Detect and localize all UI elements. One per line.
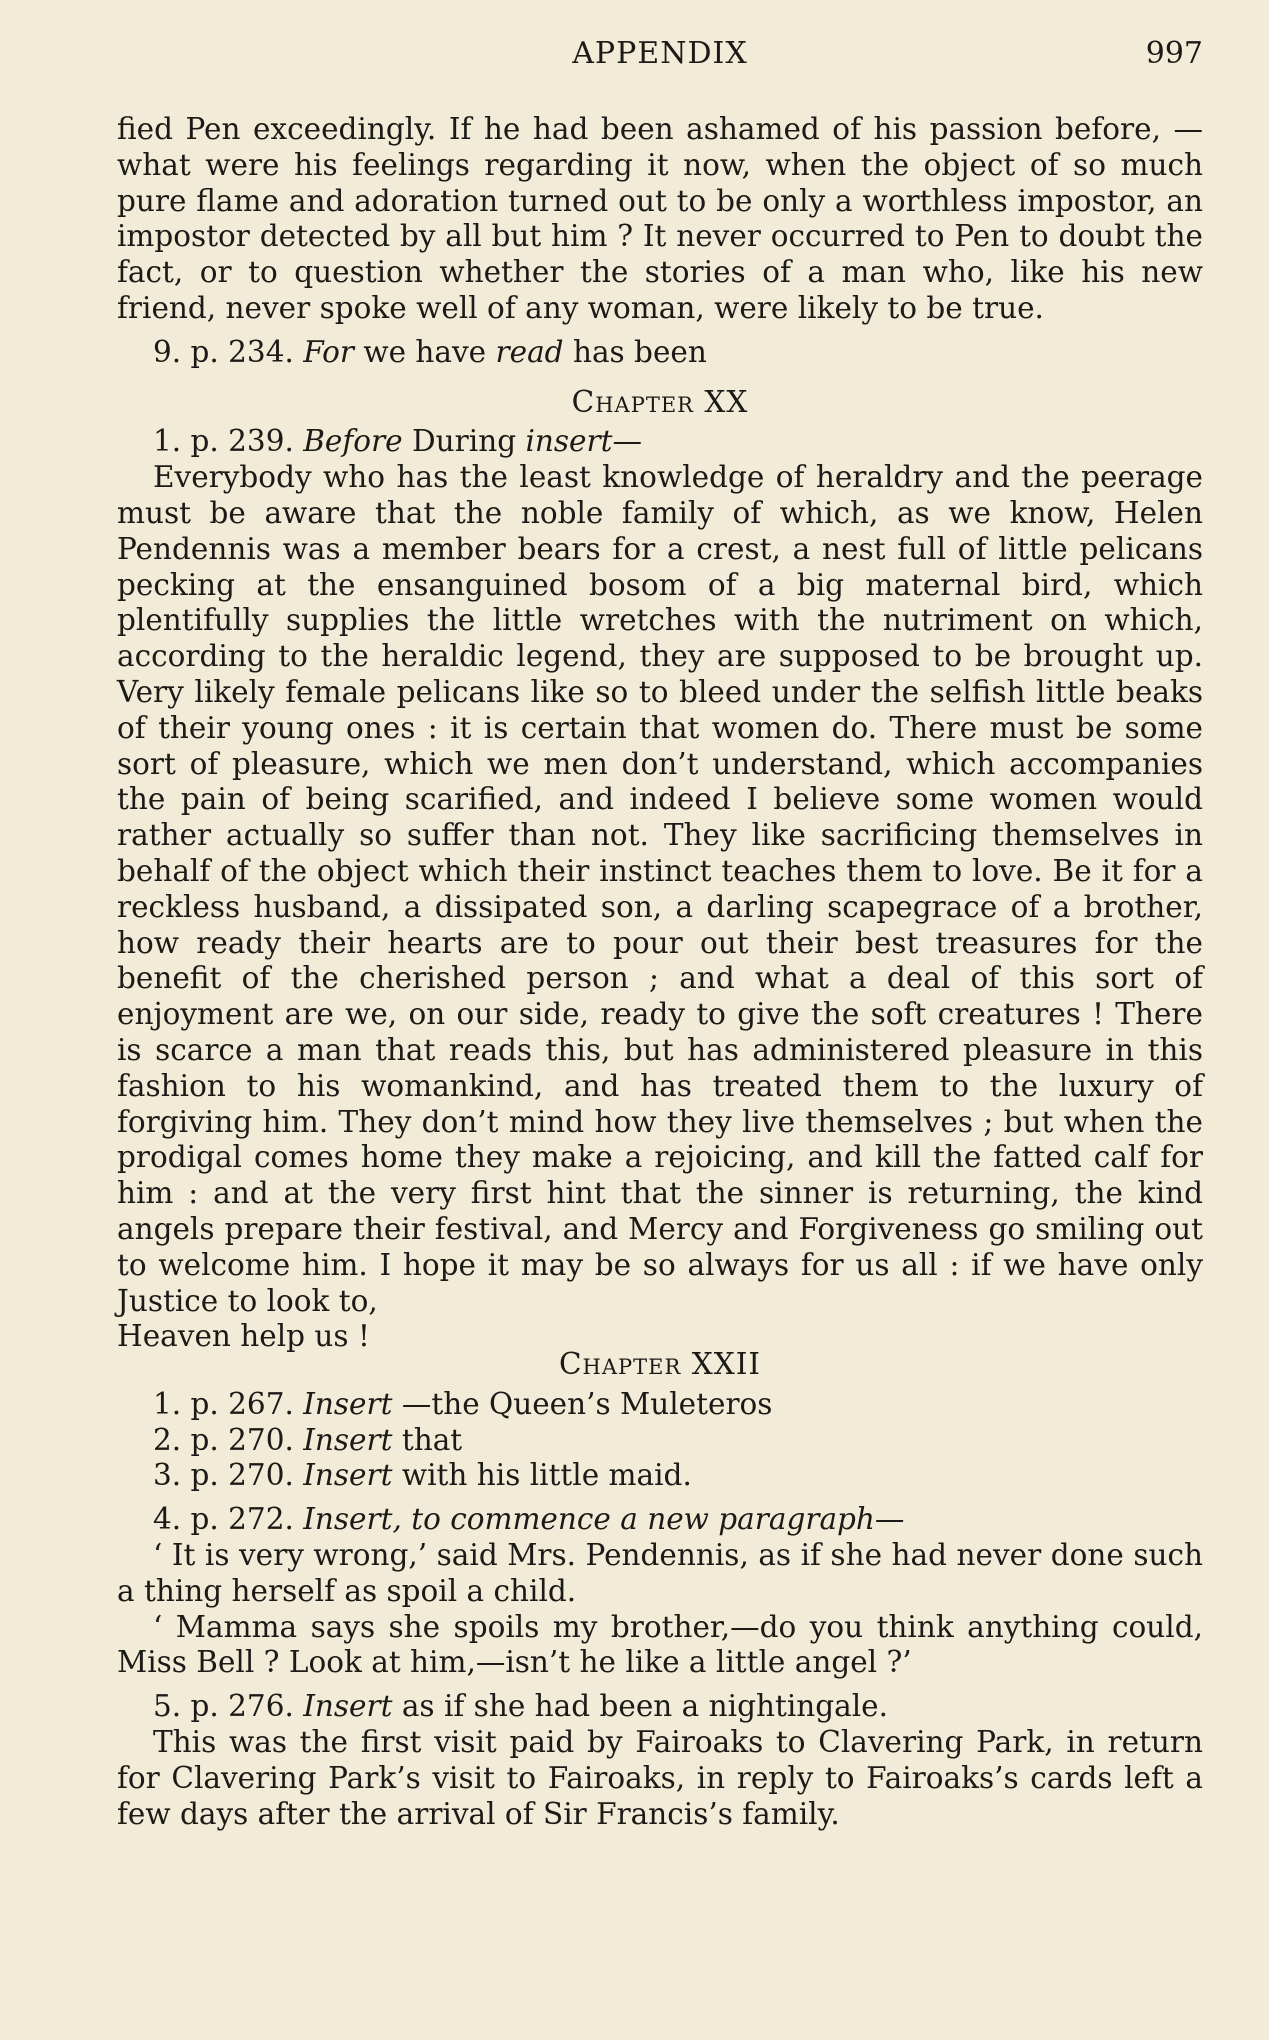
note-italic: For — [303, 334, 354, 369]
chapter-xx-heading: Chapter XX — [571, 384, 749, 419]
note-number: 4. p. 272. — [153, 1502, 294, 1537]
note-italic: Insert, to commence a new paragraph— — [303, 1502, 905, 1537]
note-text: has been — [563, 334, 707, 369]
note-9 — [117, 335, 1203, 371]
note-italic: Insert — [303, 1458, 393, 1493]
ch20-note-1 — [117, 424, 1203, 460]
note-text: as if she had been a nightingale. — [392, 1689, 888, 1724]
note-number: 5. p. 276. — [153, 1689, 294, 1724]
note-text: we have — [353, 334, 496, 369]
ch22-note-5 — [117, 1689, 1203, 1725]
note-text: —the Queen’s Muleteros — [392, 1386, 773, 1421]
ch22-note-3 — [117, 1458, 1203, 1494]
ch20-last-line: Heaven help us ! — [117, 1319, 370, 1354]
intro-paragraph: fied Pen exceedingly. If he had been ashamed of his passion before, —what were his feelings regarding it now, when the object of so much pure flame and adoration turned out to be only a worthless impostor, an impostor detected by all but him ? It never occurred to Pen to doubt the fact, or to question whether the stories of a man who, like his new friend, never spoke well of any woman, were likely to be true. — [117, 112, 1203, 325]
final-paragraph: This was the first visit paid by Fairoaks to Clavering Park, in return for Clavering Park’s visit to Fairoaks, in reply to Fairoaks’s cards left a few days after the arrival of Sir Francis’s family. — [117, 1725, 1203, 1831]
note-italic: Insert — [303, 1386, 393, 1421]
ch22-note-1 — [117, 1387, 1203, 1423]
note-number: 1. p. 267. — [153, 1386, 294, 1421]
page-number: 997 — [1145, 36, 1203, 71]
quote-paragraph-1: ‘ It is very wrong,’ said Mrs. Pendennis, as if she had never done such a thing herself as spoil a child. — [117, 1538, 1203, 1608]
body-text — [117, 112, 1203, 1832]
note-italic: Before — [303, 424, 403, 459]
chapter-xxii-heading: Chapter XXII — [558, 1347, 761, 1382]
note-text: that — [392, 1422, 463, 1457]
note-text: During — [402, 424, 526, 459]
note-number: 1. p. 239. — [153, 424, 294, 459]
page-header — [117, 36, 1203, 76]
note-number: 9. p. 234. — [153, 334, 294, 369]
note-text: with his little maid. — [392, 1458, 692, 1493]
ch20-insert-paragraph: Everybody who has the least knowledge of heraldry and the peerage must be aware that the noble family of which, as we know, Helen Pendennis was a member bears for a crest, a nest full of little pelicans pecking at the ensanguined bosom of a big maternal bird, which plentifully supplies the little wretches with the nutriment on which, according to the heraldic legend, they are supposed to be brought up. Very likely female pelicans like so to bleed under the selfish little beaks of their young ones : it is certain that women do. There must be some sort of pleasure, which we men don’t understand, which accompanies the pain of being scarified, and indeed I believe some women would rather actually so suffer than not. They like sacrificing themselves in behalf of the object which their instinct teaches them to love. Be it for a reckless husband, a dissipated son, a darling scapegrace of a brother, how ready their hearts are to pour out their best treasures for the benefit of the cherished person ; and what a deal of this sort of enjoyment are we, on our side, ready to give the soft creatures ! There is scarce a man that reads this, but has administered pleasure in this fashion to his womankind, and has treated them to the luxury of forgiving him. They don’t mind how they live themselves ; but when the prodigal comes home they make a rejoicing, and kill the fatted calf for him : and at the very first hint that the sinner is returning, the kind angels prepare their festival, and Mercy and Forgiveness go smiling out to welcome him. I hope it may be so always for us all : if we have only Justice to look to, — [117, 460, 1203, 1318]
note-number: 3. p. 270. — [153, 1458, 294, 1493]
ch22-note-4 — [117, 1502, 1203, 1538]
running-head: APPENDIX — [572, 36, 748, 71]
note-italic: Insert — [303, 1422, 393, 1457]
note-italic: Insert — [303, 1689, 393, 1724]
note-italic: read — [495, 334, 564, 369]
quote-paragraph-2: ‘ Mamma says she spoils my brother,—do you think anything could, Miss Bell ? Look at him,—isn’t he like a little angel ?’ — [117, 1609, 1203, 1680]
ch22-note-2 — [117, 1423, 1203, 1459]
note-number: 2. p. 270. — [153, 1422, 294, 1457]
note-italic: insert— — [525, 424, 642, 459]
